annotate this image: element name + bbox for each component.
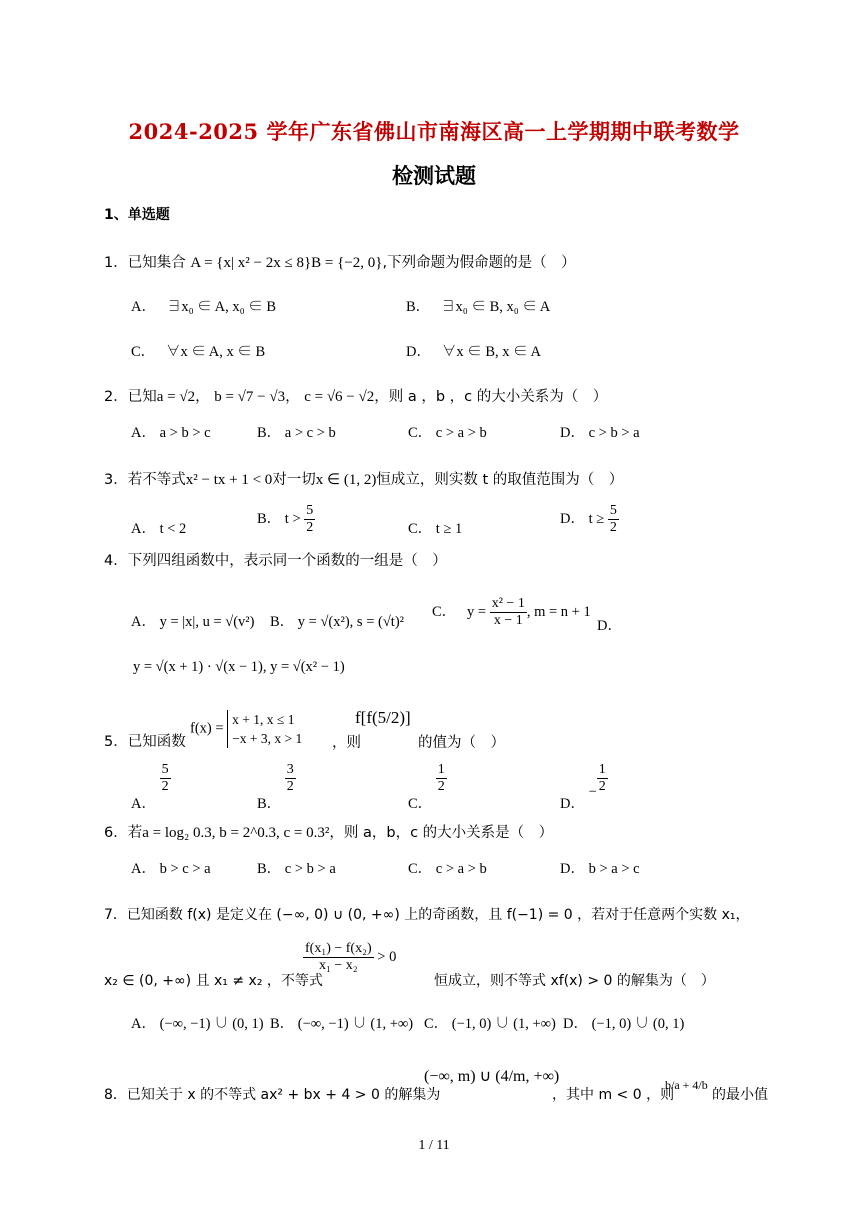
q6-option-d: D． b > a > c: [560, 861, 640, 877]
q5-option-a: A． $\frac{5}{2}$: [131, 762, 169, 812]
q7-option-c: C． (−1, 0) ∪ (1, +∞): [424, 1016, 556, 1032]
question-2: 2．已知a = √2， b = √7 − √3， c = √6 − √2，则 a ，b ，c 的大小关系为（ ）: [104, 389, 608, 405]
q7-line2a: x₂ ∈ (0, +∞) 且 x₁ ≠ x₂ ，不等式: [104, 973, 323, 989]
question-1: [104, 251, 576, 272]
q2-option-b: B． a > c > b: [257, 425, 336, 441]
q7-fraction: $\frac{\text{f(x₁) − f(x₂)}}{\text{x₁ − x₂}}$ > 0: [305, 941, 397, 973]
q2-option-d: D． c > b > a: [560, 425, 640, 441]
q8-end: 的最小值: [712, 1087, 768, 1103]
q6-option-a: A． b > c > a: [131, 861, 211, 877]
q1-tail: ,下列命题为假命题的是（ ）: [382, 255, 576, 271]
document-title: 2024-2025 学年广东省佛山市南海区高一上学期期中联考数学: [128, 119, 740, 144]
q7-line2b: 恒成立，则不等式 xf(x) > 0 的解集为（ ）: [434, 973, 715, 989]
q4-option-d: D．: [597, 618, 622, 634]
question-8: 8．已知关于 x 的不等式 ax² + bx + 4 > 0 的解集为: [104, 1087, 441, 1103]
q5-option-b: B． $\frac{3}{2}$: [257, 762, 294, 812]
q1-option-c: C． ∀x ∈ A, x ∈ B: [131, 344, 266, 360]
q3-option-d: D． t ≥ $\frac{5}{2}$: [560, 503, 617, 535]
q3-option-b: B． t > $\frac{5}{2}$: [257, 503, 314, 535]
q1-option-b: B． ∃x₀ ∈ B, x₀ ∈ A: [406, 299, 551, 315]
q6-option-b: B． c > b > a: [257, 861, 336, 877]
q4-option-b: B． y = √(x²), s = (√t)²: [270, 614, 404, 630]
q1-set-b: B = {−2, 0}: [311, 255, 383, 271]
q1-option-a: A． ∃x₀ ∈ A, x₀ ∈ B: [131, 299, 277, 315]
q7-option-d: D． (−1, 0) ∪ (0, 1): [563, 1016, 685, 1032]
q3-option-a: A． t < 2: [131, 521, 187, 537]
page-number: 1 / 11: [418, 1138, 450, 1153]
q5-tail: 的值为（ ）: [418, 735, 505, 751]
q7-option-a: A． (−∞, −1) ∪ (0, 1): [131, 1016, 264, 1032]
document-subtitle: 检测试题: [392, 163, 476, 188]
q2-option-c: C． c > a > b: [408, 425, 487, 441]
q5-expression: f[f(5/2)]: [355, 708, 411, 727]
question-4: 4．下列四组函数中，表示同一个函数的一组是（ ）: [104, 553, 447, 569]
q5-piecewise: f(x) = x + 1, x ≤ 1 −x + 3, x > 1: [190, 712, 303, 746]
question-3: 3．若不等式x² − tx + 1 < 0对一切x ∈ (1, 2)恒成立，则实数 t 的取值范围为（ ）: [104, 472, 624, 488]
question-5: 5．已知函数: [104, 734, 186, 750]
q6-option-c: C． c > a > b: [408, 861, 487, 877]
q7-option-b: B． (−∞, −1) ∪ (1, +∞): [270, 1016, 414, 1032]
q8-expression: b/a + 4/b: [665, 1078, 708, 1092]
q1-stem: 1．已知集合: [104, 255, 186, 271]
q4-option-c: C． y = $\frac{\text{x² − 1}}{x - 1}$ , m = n + 1: [432, 596, 591, 628]
q5-then: ，则: [332, 735, 361, 751]
q5-option-c: C． $\frac{1}{2}$: [408, 762, 445, 812]
q8-tail: ，其中 m < 0 ，则: [552, 1087, 675, 1103]
q8-set: (−∞, m) ∪ (4/m, +∞): [424, 1068, 560, 1085]
question-6: 6．若a = log₂ 0.3, b = 2^0.3, c = 0.3²，则 a，b，c 的大小关系是（ ）: [104, 825, 554, 841]
question-7: 7．已知函数 f(x) 是定义在 (−∞, 0) ∪ (0, +∞) 上的奇函数，且 f(−1) = 0 ，若对于任意两个实数 x₁，: [104, 907, 750, 923]
section-heading: 1、单选题: [104, 207, 170, 223]
q4-option-a: A． y = |x|, u = √(v²): [131, 614, 255, 630]
q5-option-d: D． − $\frac{1}{2}$: [560, 762, 606, 812]
q2-option-a: A． a > b > c: [131, 425, 211, 441]
q4-option-d-content: y = √(x + 1) · √(x − 1), y = √(x² − 1): [133, 659, 345, 675]
q3-option-c: C． t ≥ 1: [408, 521, 463, 537]
q1-set-a: A = {x| x² − 2x ≤ 8}: [190, 255, 312, 271]
q1-option-d: D． ∀x ∈ B, x ∈ A: [406, 344, 541, 360]
